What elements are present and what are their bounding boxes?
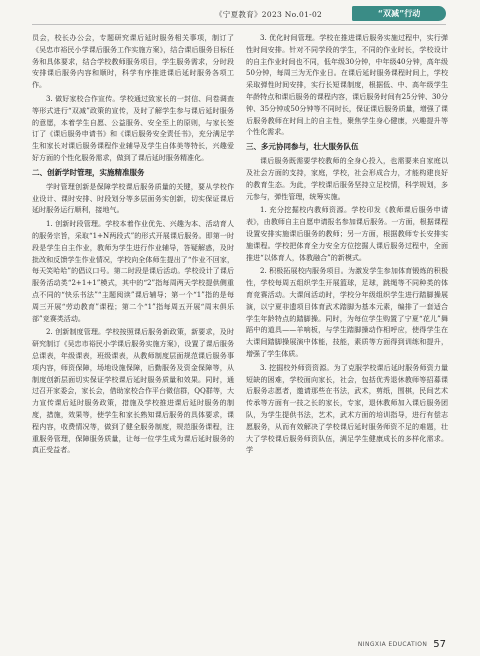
badge-open-quote: “: [377, 9, 383, 18]
page-number: 57: [433, 639, 446, 650]
paragraph: 3. 挖掘校外师资资源。为了克服学校课后延时服务师资力量短缺的困难，学校面向家长，社会，包括优秀退休教师等招募课后服务志愿者，邀请那些在书法，武术，剪纸，围棋，民间艺术传承等方面有一技之长的家长，专家，退休教师加入课后服务团队，为学生提供书法，艺术，武术方面的培训指导，进行有偿志愿服务，从而有效解决了学校课后延时服务师资不足的难题，壮大了学校课后服务师资队伍，满足学生健康成长的多样化需求。学: [246, 362, 448, 455]
section-heading: 三、多元协同参与，壮大服务队伍: [246, 142, 359, 152]
badge-close-quote: ”: [399, 9, 405, 18]
page-header: [0, 0, 480, 26]
paragraph: 3. 做好家校合作宣传。学校通过致家长的一封信、问卷调查等形式进行“双减”政策的宣传，及时了解学生参与课后延时服务的意愿，本着学生自愿、公益服务、安全至上的原则，与家长签订了《课后服务申请书》和《课后服务安全责任书》，充分满足学生和家长对课后服务课程作业辅导及学生自体美等特长，兴趣爱好方面的个性化服务需求，做到了课后延时服务精准化。: [32, 93, 234, 162]
section-heading: 二、创新学时管理，实施精准服务: [32, 167, 145, 177]
journal-english-name: NINGXIA EDUCATION: [357, 641, 428, 648]
badge-text: 双减: [383, 9, 399, 18]
section-badge: [352, 6, 446, 21]
paragraph: 课后服务既需要学校教师的全身心投入，也需要来自家庭以及社会方面的支持，家庭，学校，社会形成合力，才能构建良好的教育生态。为此，学校课后服务坚持立足校情，科学规划，多元参与，弹性管理，统筹实施。: [246, 156, 448, 201]
left-column: [32, 32, 234, 458]
page-footer: [32, 634, 446, 648]
paragraph: 2. 积极拓展校内服务项目。为激发学生参加体育锻炼的积极性，学校每周五组织学生开展篮球，足球，跳绳等不同种类的体育竞赛活动。大课间活动时，学校分年级组织学生进行踏脚操展演，以宁夏非遗项目体育武术踏脚为基本元素，编排了一套适合学生年龄特点的踏脚操。同时，为每位学生购置了宁夏“花儿”舞蹈中的道具——羊响板，与学生踏脚操动作相呼应，使得学生在大课间踏脚操展演中体能，技能，素质等方面得到训练和提升，增强了学生体质。: [246, 266, 448, 358]
paragraph: 2. 创新制度管理。学校按照课后服务新政策，新要求，及时研究制订《吴忠市裕民小学课后服务实施方案》，设置了课后服务总课表，年级课表，班级课表，从教师制度层面规范课后服务事项内容，师资保障，场地设施保障，后勤服务及资金保障等，从制度创新层面切实保证学校课后延时服务质量和效果。同时，通过召开家委会，家长会，借助家校合作平台微信群，QQ群等，大力宣传课后延时服务政策，措施及学校推进课后延时服务的制度，措施，效果等，使学生和家长熟知课后服务的具体要求，课程内容，收费情况等，做到了健全服务制度，规范服务课程，注重服务管理，保障服务质量，让每一位学生成为课后延时服务的真正受益者。: [32, 327, 234, 455]
paragraph: 1. 充分挖掘校内教师资源。学校印发《教师课后服务申请表》，由教师自主自愿申请报名参加课后服务。一方面，根据课程设置安排实施课后服务的教师；另一方面，根据教师专长安排实施课程。学校把体育全力安全方位挖掘人课后服务过程中，全面推进“以体育人，体教融合”的新模式。: [246, 205, 448, 262]
journal-issue: 《宁夏教育》2023 No.01-02: [215, 10, 323, 19]
header-divider: [32, 24, 446, 25]
paragraph: 3. 优化时间管理。学校在推进课后服务实施过程中，实行弹性时间安排。针对不同学段的学生，不同的作业时长，学校设计的自主作业时间也不同，低年级30分钟，中年级40分钟，高年级50分钟，每周三为无作业日。在课后延时服务课程时间上，学校采取弹性时间安排，实行长短课制度，根据低、中、高年级学生年龄特点和课后服务的课程内容，课后服务时间有25分钟、30分钟、35分钟或50分钟等不同时长，保证课后服务质量，增强了课后服务教师在时间上的自主性，聚焦学生身心健康，兴趣提升等个性化需求。: [246, 33, 448, 137]
badge-suffix: 行动: [404, 9, 421, 18]
paragraph: 员会，校长办公会，专题研究课后延时服务相关事项，制订了《吴忠市裕民小学课后服务工作实施方案》，结合课后服务目标任务和具体要求，结合学校教师服务项目，学生服务需求，分时段安排课后服务内容和顺时，科学有序推进课后延时服务各项工作。: [32, 33, 234, 90]
paragraph: 学时管理创新是保障学校课后服务质量的关键，要从学校作业设计、课时安排、时段划分等多层面务实创新，切实保证课后延时服务运行顺利，接地气。: [32, 181, 234, 215]
paragraph: 1. 创新时段管理。学校本着作业优先、兴趣为本、活动育人的服务宗旨，采取“1+N两段式”的形式开展课后服务。即第一时段是学生自主作业，教师为学生进行作业辅导，答疑解惑，及时批改和反馈学生作业情况，学校向全体师生提出了“作业不回家，每天笑哈哈”的倡议口号。第二时段是课后活动。学校设计了课后服务活动类“2+1+1”模式，其中的“2”指每周两天学校提供侧重点不同的“快乐书法”“主题阅读”课后辅导；第一个“1”指的是每周三开展“劳动教育”课程；第二个“1”指每周五开展“周末俱乐部”竞赛类活动。: [32, 219, 234, 323]
right-column: [246, 32, 448, 458]
